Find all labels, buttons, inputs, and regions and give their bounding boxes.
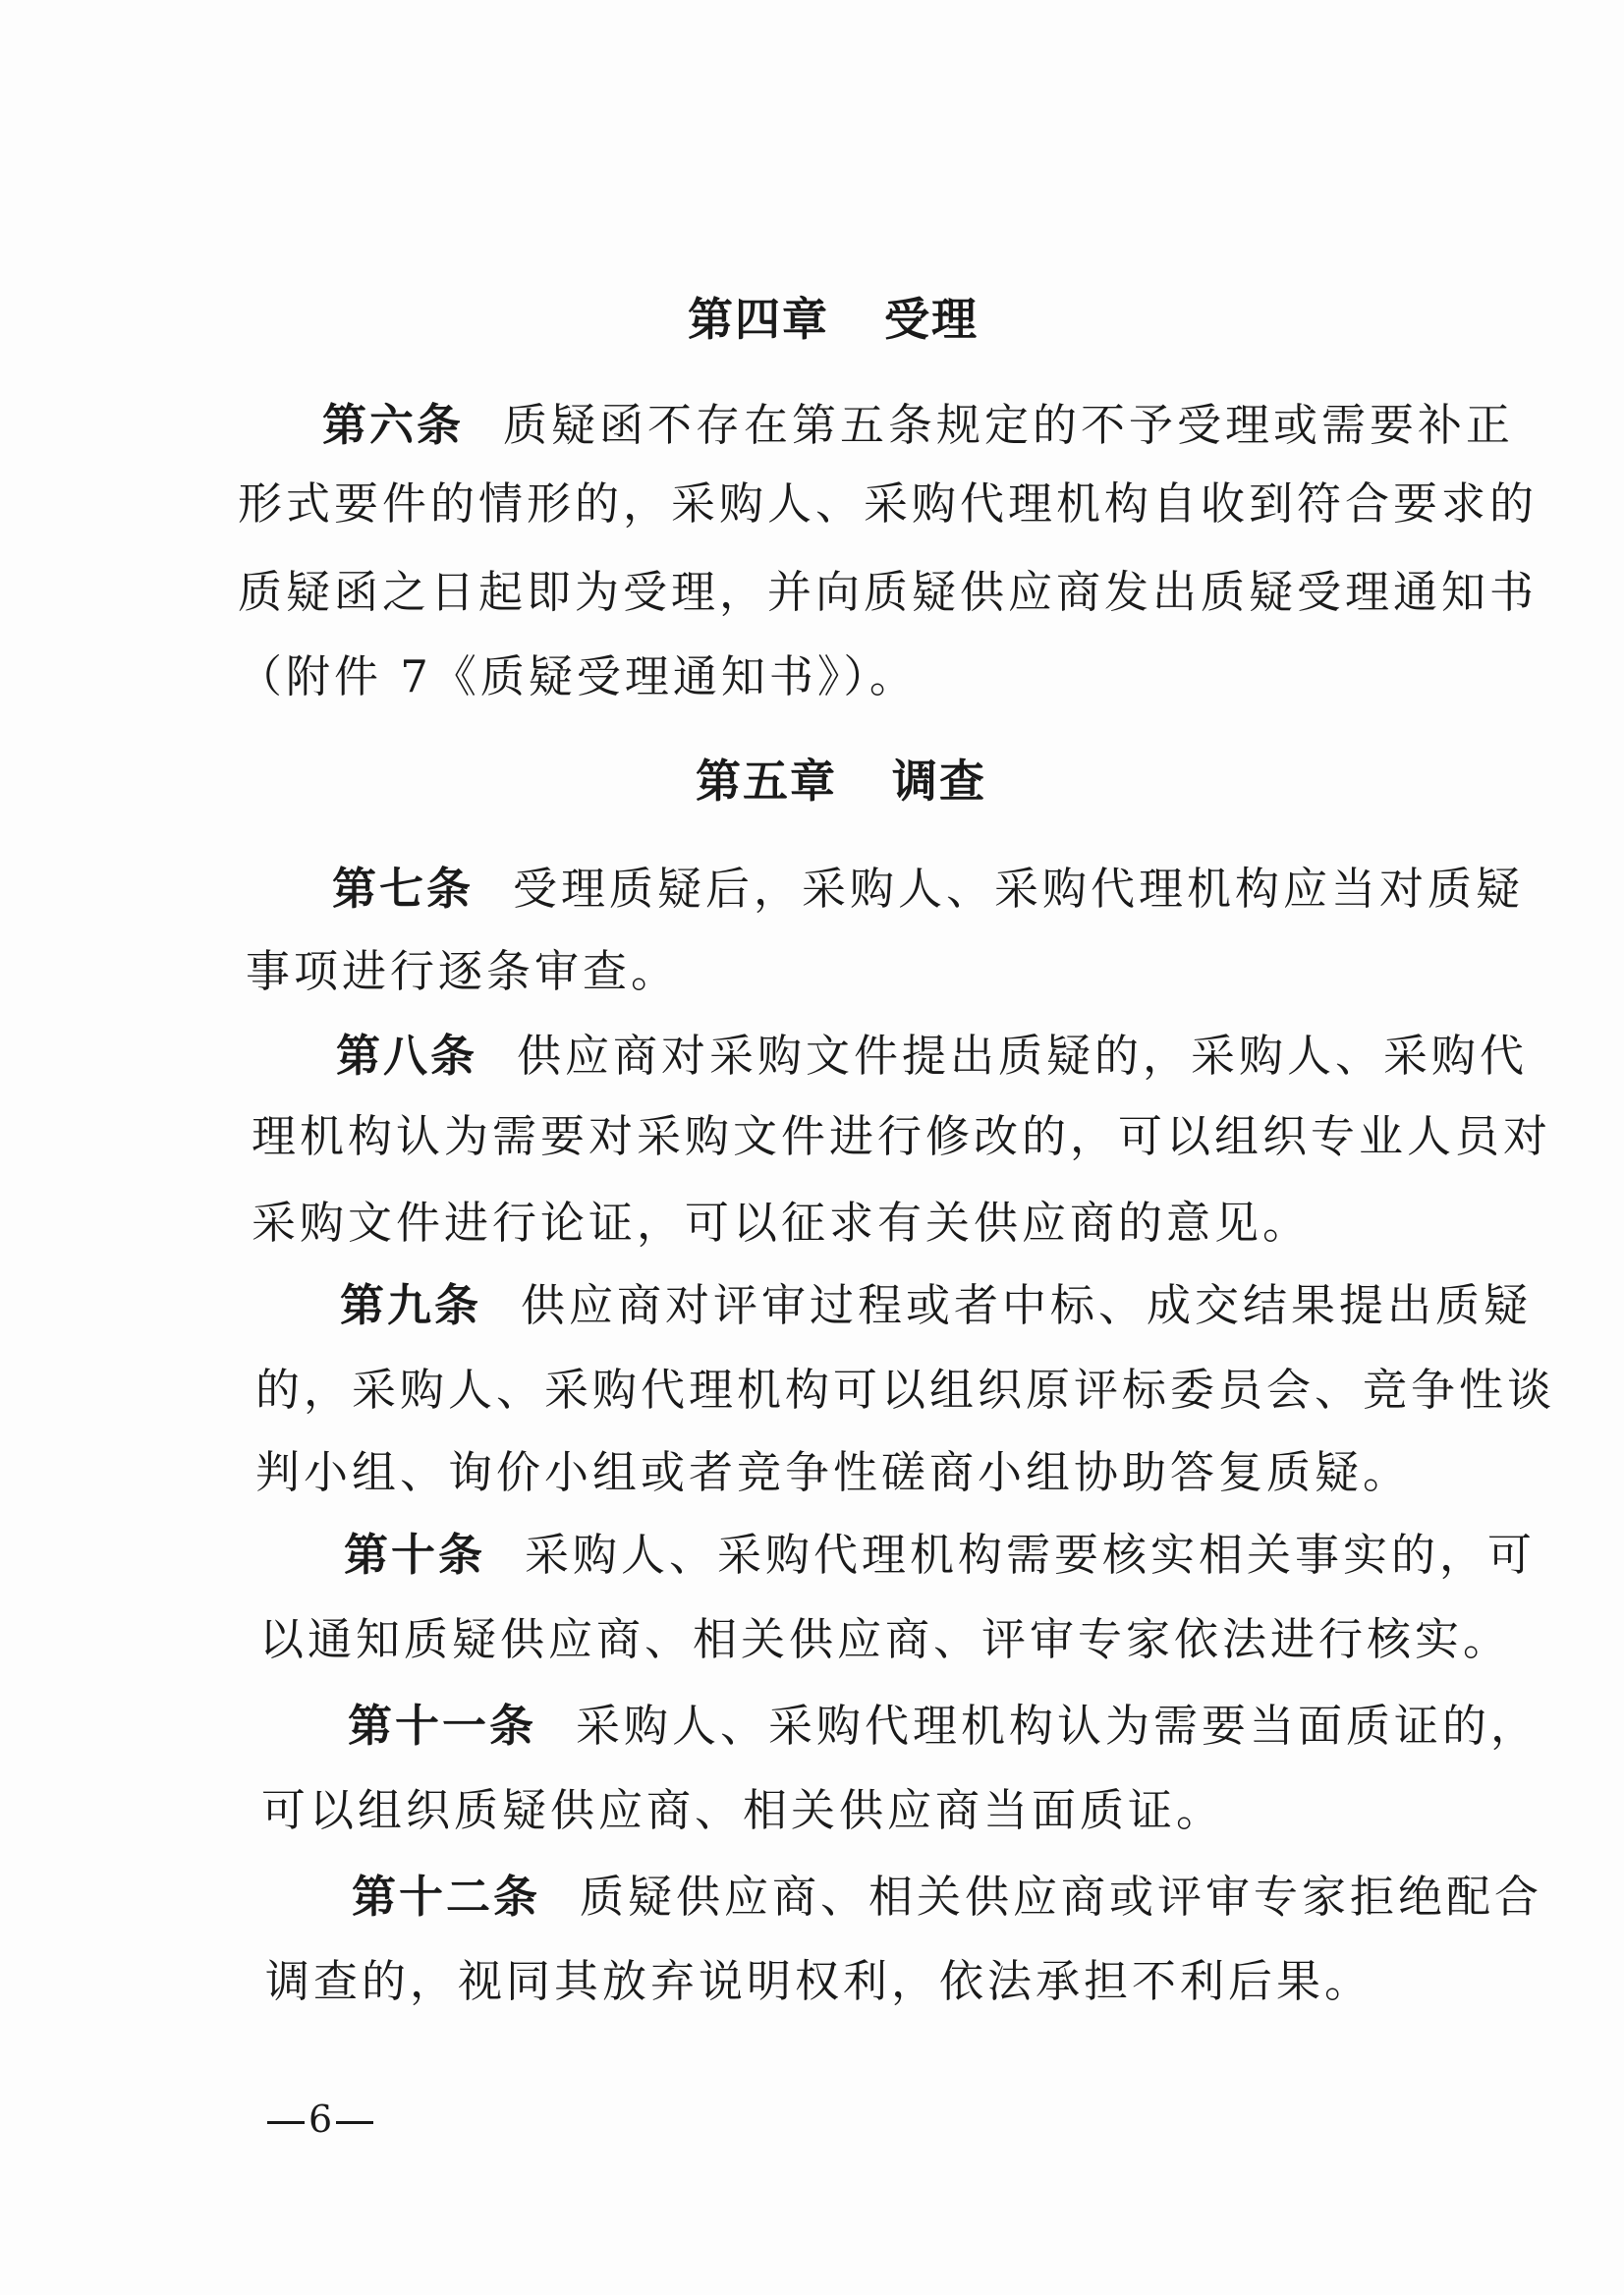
article-line: 质疑函之日起即为受理，并向质疑供应商发出质疑受理通知书 bbox=[238, 566, 1539, 618]
article-line: 调查的，视同其放弃说明权利，依法承担不利后果。 bbox=[265, 1955, 1373, 2007]
article-text: 供应商对采购文件提出质疑的，采购人、采购代 bbox=[517, 1030, 1529, 1082]
article-line: 可以组织质疑供应商、相关供应商当面质证。 bbox=[261, 1784, 1225, 1836]
article-line: 的，采购人、采购代理机构可以组织原评标委员会、竞争性谈 bbox=[255, 1364, 1556, 1416]
article-text: 质疑函不存在第五条规定的不予受理或需要补正 bbox=[503, 399, 1515, 451]
article-first-line bbox=[344, 1529, 1537, 1581]
article-first-line bbox=[352, 1871, 1543, 1923]
article-text: 供应商对评审过程或者中标、成交结果提出质疑 bbox=[521, 1279, 1533, 1331]
article-text: 质疑供应商、相关供应商或评审专家拒绝配合 bbox=[580, 1871, 1543, 1923]
dash-left bbox=[267, 2121, 305, 2124]
article-text: 采购人、采购代理机构需要核实相关事实的，可 bbox=[525, 1529, 1537, 1581]
article-label: 第七条 bbox=[332, 863, 475, 915]
article-text: 受理质疑后，采购人、采购代理机构应当对质疑 bbox=[513, 863, 1525, 915]
page-number-value: 6 bbox=[308, 2098, 333, 2141]
article-first-line bbox=[348, 1700, 1540, 1752]
article-first-line bbox=[322, 399, 1515, 451]
article-line: 判小组、询价小组或者竞争性磋商小组协助答复质疑。 bbox=[255, 1446, 1412, 1498]
article-first-line bbox=[340, 1279, 1533, 1331]
article-line: 理机构认为需要对采购文件进行修改的，可以组织专业人员对 bbox=[252, 1110, 1552, 1162]
article-line: 采购文件进行论证，可以征求有关供应商的意见。 bbox=[252, 1197, 1312, 1249]
article-line: 形式要件的情形的，采购人、采购代理机构自收到符合要求的 bbox=[238, 477, 1539, 530]
article-label: 第十一条 bbox=[348, 1700, 537, 1752]
article-line: 以通知质疑供应商、相关供应商、评审专家依法进行核实。 bbox=[259, 1613, 1512, 1665]
article-label: 第十条 bbox=[344, 1529, 486, 1581]
article-text: 采购人、采购代理机构认为需要当面质证的， bbox=[576, 1700, 1540, 1752]
article-label: 第九条 bbox=[340, 1279, 482, 1331]
chapter-label: 第四章 bbox=[688, 293, 829, 346]
chapter-heading bbox=[696, 755, 986, 808]
article-first-line bbox=[336, 1030, 1529, 1082]
article-first-line bbox=[332, 863, 1525, 915]
article-line: （附件 7《质疑受理通知书》）。 bbox=[238, 650, 918, 702]
article-label: 第十二条 bbox=[352, 1871, 541, 1923]
article-label: 第八条 bbox=[336, 1030, 478, 1082]
chapter-title: 调查 bbox=[892, 755, 986, 808]
article-label: 第六条 bbox=[322, 399, 465, 451]
chapter-title: 受理 bbox=[884, 293, 979, 346]
dash-right bbox=[336, 2121, 373, 2124]
chapter-label: 第五章 bbox=[696, 755, 837, 808]
chapter-heading bbox=[688, 293, 979, 346]
article-line: 事项进行逐条审查。 bbox=[246, 945, 680, 997]
page-number bbox=[263, 2098, 377, 2141]
